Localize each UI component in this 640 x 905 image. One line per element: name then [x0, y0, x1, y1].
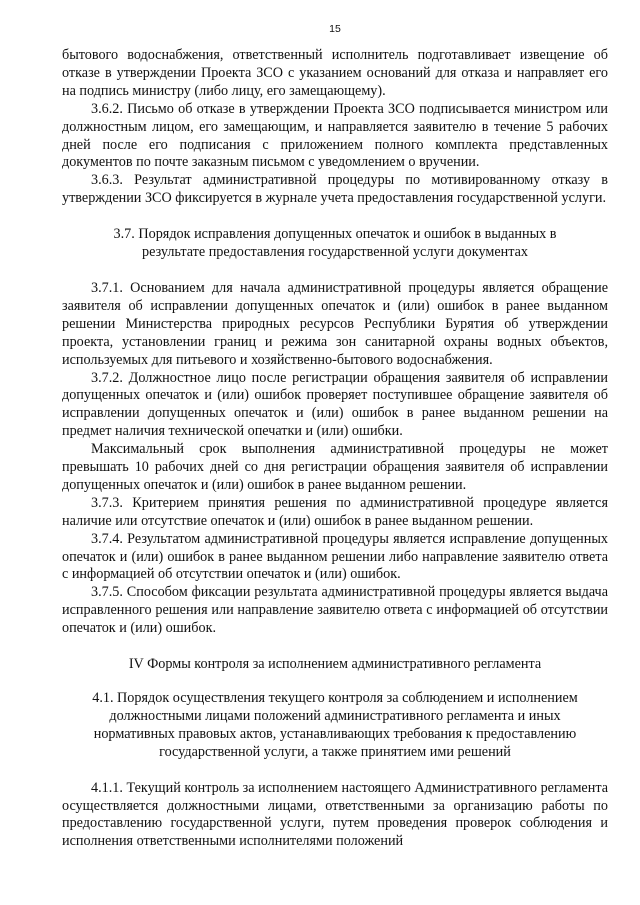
- page-number: 15: [329, 23, 341, 35]
- paragraph-3-6-2: 3.6.2. Письмо об отказе в утверждении Проекта ЗСО подписывается министром или должностным лицом, его замещающим, и направляется заявителю в течение 5 рабочих дней после его подписания с приложением полного комплекта представленных документов по почте заказным письмом с уведомлением о вручении.: [62, 100, 608, 171]
- section-heading-3-7: 3.7. Порядок исправления допущенных опечаток и ошибок в выданных в результате предоставления государственной услуги документах: [113, 226, 557, 261]
- paragraph-continuation: бытового водоснабжения, ответственный исполнитель подготавливает извещение об отказе в утверждении Проекта ЗСО с указанием оснований для отказа и направляет его на подпись министру (либо лицу, его замещающему).: [62, 47, 608, 99]
- paragraph-3-7-4: 3.7.4. Результатом административной процедуры является исправление допущенных опечаток и (или) ошибок в ранее выданном решении либо направление заявителю ответа с информацией об отсутствии опечаток и (или) ошибок.: [62, 530, 608, 583]
- paragraph-3-7-1: 3.7.1. Основанием для начала административной процедуры является обращение заявителя об исправлении допущенных опечаток и (или) ошибок в ранее выданном решении Министерства природных ресурсов Республики Бурятия об утверждении проекта, установлении границ и режима зон санитарной охраны водных объектов, используемых для питьевого и хозяйственно-бытового водоснабжения.: [62, 279, 608, 368]
- chapter-heading-iv: IV Формы контроля за исполнением административного регламента: [128, 656, 542, 673]
- paragraph-3-7-2: 3.7.2. Должностное лицо после регистрации обращения заявителя об исправлении допущенных опечаток и (или) ошибок проверяет поступившее обращение заявителя об исправлении допущенных опечаток и (или) ошибок в ранее выданном решении на предмет наличия технической опечатки и (или) ошибки.: [62, 369, 608, 440]
- paragraph-4-1-1: 4.1.1. Текущий контроль за исполнением настоящего Административного регламента осуществляется должностными лицами, ответственными за организацию работы по предоставлению государственной услуги, путем проведения проверок соблюдения и исполнения ответственными исполнителями положений: [62, 779, 608, 850]
- paragraph-3-7-5: 3.7.5. Способом фиксации результата административной процедуры является выдача исправленного решения или направление заявителю ответа с информацией об отсутствии опечаток и (или) ошибок.: [62, 584, 608, 637]
- paragraph-max-term: Максимальный срок выполнения административной процедуры не может превышать 10 рабочих дней со дня регистрации обращения заявителя об исправлении допущенных опечаток и (или) ошибок в ранее выданном решении.: [62, 441, 608, 493]
- paragraph-3-7-3: 3.7.3. Критерием принятия решения по административной процедуре является наличие или отсутствие опечаток и (или) ошибок в ранее выданном решении.: [62, 494, 608, 529]
- section-heading-4-1: 4.1. Порядок осуществления текущего контроля за соблюдением и исполнением должностными лицами положений административного регламента и иных нормативных правовых актов, устанавливающих требования к предоставлению государственной услуги, а также принятием ими решений: [92, 690, 578, 760]
- paragraph-3-6-3: 3.6.3. Результат административной процедуры по мотивированному отказу в утверждении ЗСО фиксируется в журнале учета предоставления государственной услуги.: [62, 172, 608, 207]
